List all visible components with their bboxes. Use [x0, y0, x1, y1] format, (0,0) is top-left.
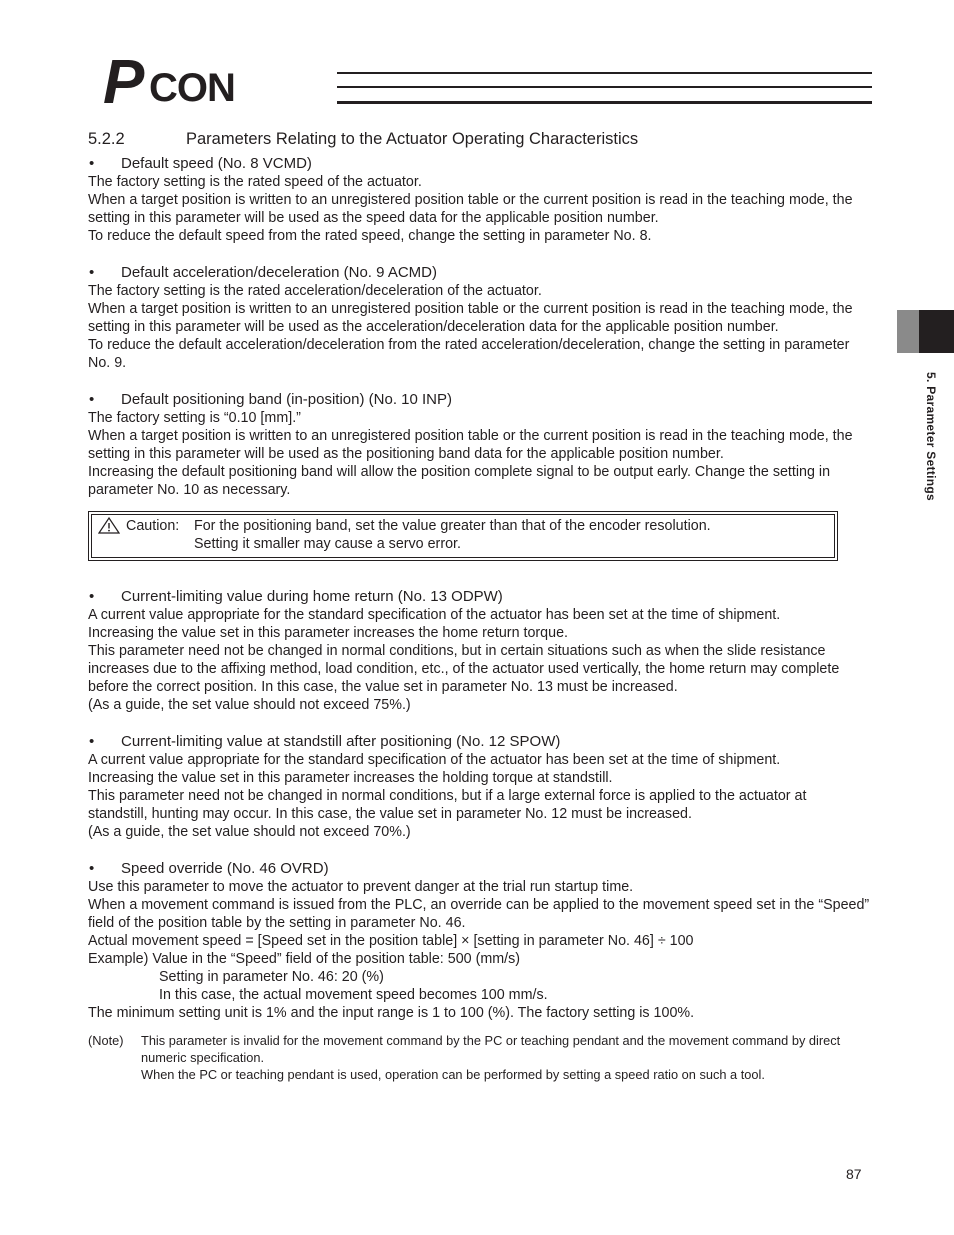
note-line: This parameter is invalid for the movement command by the PC or teaching pendant and the movement command by direct numeric specification. [141, 1033, 841, 1065]
example-line: Setting in parameter No. 46: 20 (%) [159, 969, 384, 985]
logo-letters-con: CON [149, 66, 235, 110]
caution-box-inner [91, 514, 835, 558]
header-rule-bottom [337, 101, 872, 104]
paragraph: To reduce the default speed from the rated speed, change the setting in parameter No. 8. [88, 228, 652, 244]
bullet-heading-text: Speed override (No. 46 OVRD) [121, 860, 329, 877]
bullet-heading-text: Current-limiting value during home return (No. 13 ODPW) [121, 588, 503, 605]
paragraph: The factory setting is the rated speed of the actuator. [88, 174, 422, 190]
bullet-dot: • [89, 264, 95, 281]
note-label: (Note) [88, 1033, 124, 1048]
formula-line: Actual movement speed = [Speed set in the position table] × [setting in parameter No. 46] ÷ 100 [88, 933, 694, 949]
paragraph: This parameter need not be changed in normal conditions, but if a large external force is applied to the actuator at standstill, hunting may occur. In this case, the value set in parameter No. 12 must be increased. [88, 788, 807, 822]
paragraph: Increasing the default positioning band will allow the position complete signal to be output early. Change the setting in parameter No. 10 as necessary. [88, 464, 831, 498]
item-standstill-current-limit [88, 732, 870, 841]
bullet-heading [88, 587, 870, 606]
chapter-label: 5. Parameter Settings [924, 372, 938, 502]
section-number: 5.2.2 [88, 130, 125, 148]
paragraph: Increasing the value set in this parameter increases the holding torque at standstill. [88, 770, 613, 786]
caution-box [88, 511, 838, 561]
paragraph: When a target position is written to an unregistered position table or the current position is read in the teaching mode, the setting in this parameter will be used as the speed data for the applicable position number. [88, 192, 853, 226]
caution-text [194, 517, 711, 553]
paragraph: (As a guide, the set value should not exceed 70%.) [88, 824, 411, 840]
bullet-dot: • [89, 391, 95, 408]
paragraph: Increasing the value set in this parameter increases the home return torque. [88, 625, 568, 641]
bullet-heading-text: Default speed (No. 8 VCMD) [121, 155, 312, 172]
section-heading [88, 128, 870, 150]
caution-line: Setting it smaller may cause a servo error. [194, 536, 461, 552]
bullet-heading-text: Current-limiting value at standstill after positioning (No. 12 SPOW) [121, 733, 561, 750]
paragraph: This parameter need not be changed in normal conditions, but in certain situations such as when the slide resistance increases due to the affixing method, load condition, etc., of the actuator used vertically, the home return may complete before the correct position. In this case, the value set in parameter No. 13 must be increased. [88, 643, 840, 695]
note-line: When the PC or teaching pendant is used, operation can be performed by setting a speed ratio on such a tool. [141, 1067, 765, 1082]
bullet-dot: • [89, 733, 95, 750]
section-title: Parameters Relating to the Actuator Operating Characteristics [186, 130, 639, 148]
paragraph: (As a guide, the set value should not exceed 75%.) [88, 697, 411, 713]
paragraph: A current value appropriate for the standard specification of the actuator has been set at the time of shipment. [88, 752, 781, 768]
item-default-speed [88, 154, 870, 245]
paragraph: When a target position is written to an unregistered position table or the current position is read in the teaching mode, the setting in this parameter will be used as the positioning band data for the applicable position number. [88, 428, 853, 462]
logo-letter-p: P [103, 48, 143, 117]
paragraph: When a target position is written to an unregistered position table or the current position is read in the teaching mode, the setting in this parameter will be used as the acceleration/deceleration data for the applicable position number. [88, 301, 853, 335]
bullet-heading [88, 732, 870, 751]
paragraph: When a movement command is issued from the PLC, an override can be applied to the movement speed set in the “Speed” field of the position table by the setting in parameter No. 46. [88, 897, 870, 931]
page-number: 87 [846, 1166, 862, 1182]
page-content [88, 128, 870, 1083]
bullet-heading [88, 859, 870, 878]
caution-line: For the positioning band, set the value greater than that of the encoder resolution. [194, 518, 711, 534]
pcon-logo [103, 48, 343, 117]
warning-triangle-icon [98, 517, 126, 553]
chapter-tab-dark [919, 310, 954, 353]
chapter-tab-light [897, 310, 919, 353]
item-speed-override [88, 859, 870, 1022]
item-home-return-current-limit [88, 587, 870, 714]
paragraph: A current value appropriate for the standard specification of the actuator has been set at the time of shipment. [88, 607, 781, 623]
caution-label: Caution: [126, 518, 180, 534]
item-default-positioning-band [88, 390, 870, 499]
example-line: Example) Value in the “Speed” field of the position table: 500 (mm/s) [88, 951, 521, 967]
bullet-heading [88, 390, 870, 409]
bullet-heading-text: Default positioning band (in-position) (No. 10 INP) [121, 391, 453, 408]
example-line: In this case, the actual movement speed becomes 100 mm/s. [159, 987, 548, 1003]
bullet-dot: • [89, 588, 95, 605]
paragraph: The minimum setting unit is 1% and the input range is 1 to 100 (%). The factory setting is 100%. [88, 1005, 695, 1021]
item-default-acceleration [88, 263, 870, 372]
bullet-dot: • [89, 860, 95, 877]
note-text [141, 1032, 870, 1083]
bullet-heading-text: Default acceleration/deceleration (No. 9 ACMD) [121, 264, 437, 281]
bullet-dot: • [89, 155, 95, 172]
header-rule-middle [337, 86, 872, 88]
bullet-heading [88, 263, 870, 282]
paragraph: Use this parameter to move the actuator to prevent danger at the trial run startup time. [88, 879, 634, 895]
paragraph: To reduce the default acceleration/deceleration from the rated acceleration/deceleration, change the setting in parameter No. 9. [88, 337, 850, 371]
bullet-heading [88, 154, 870, 173]
note-block [88, 1032, 870, 1083]
header-rule-top [337, 72, 872, 74]
paragraph: The factory setting is the rated acceleration/deceleration of the actuator. [88, 283, 542, 299]
paragraph: The factory setting is “0.10 [mm].” [88, 410, 301, 426]
